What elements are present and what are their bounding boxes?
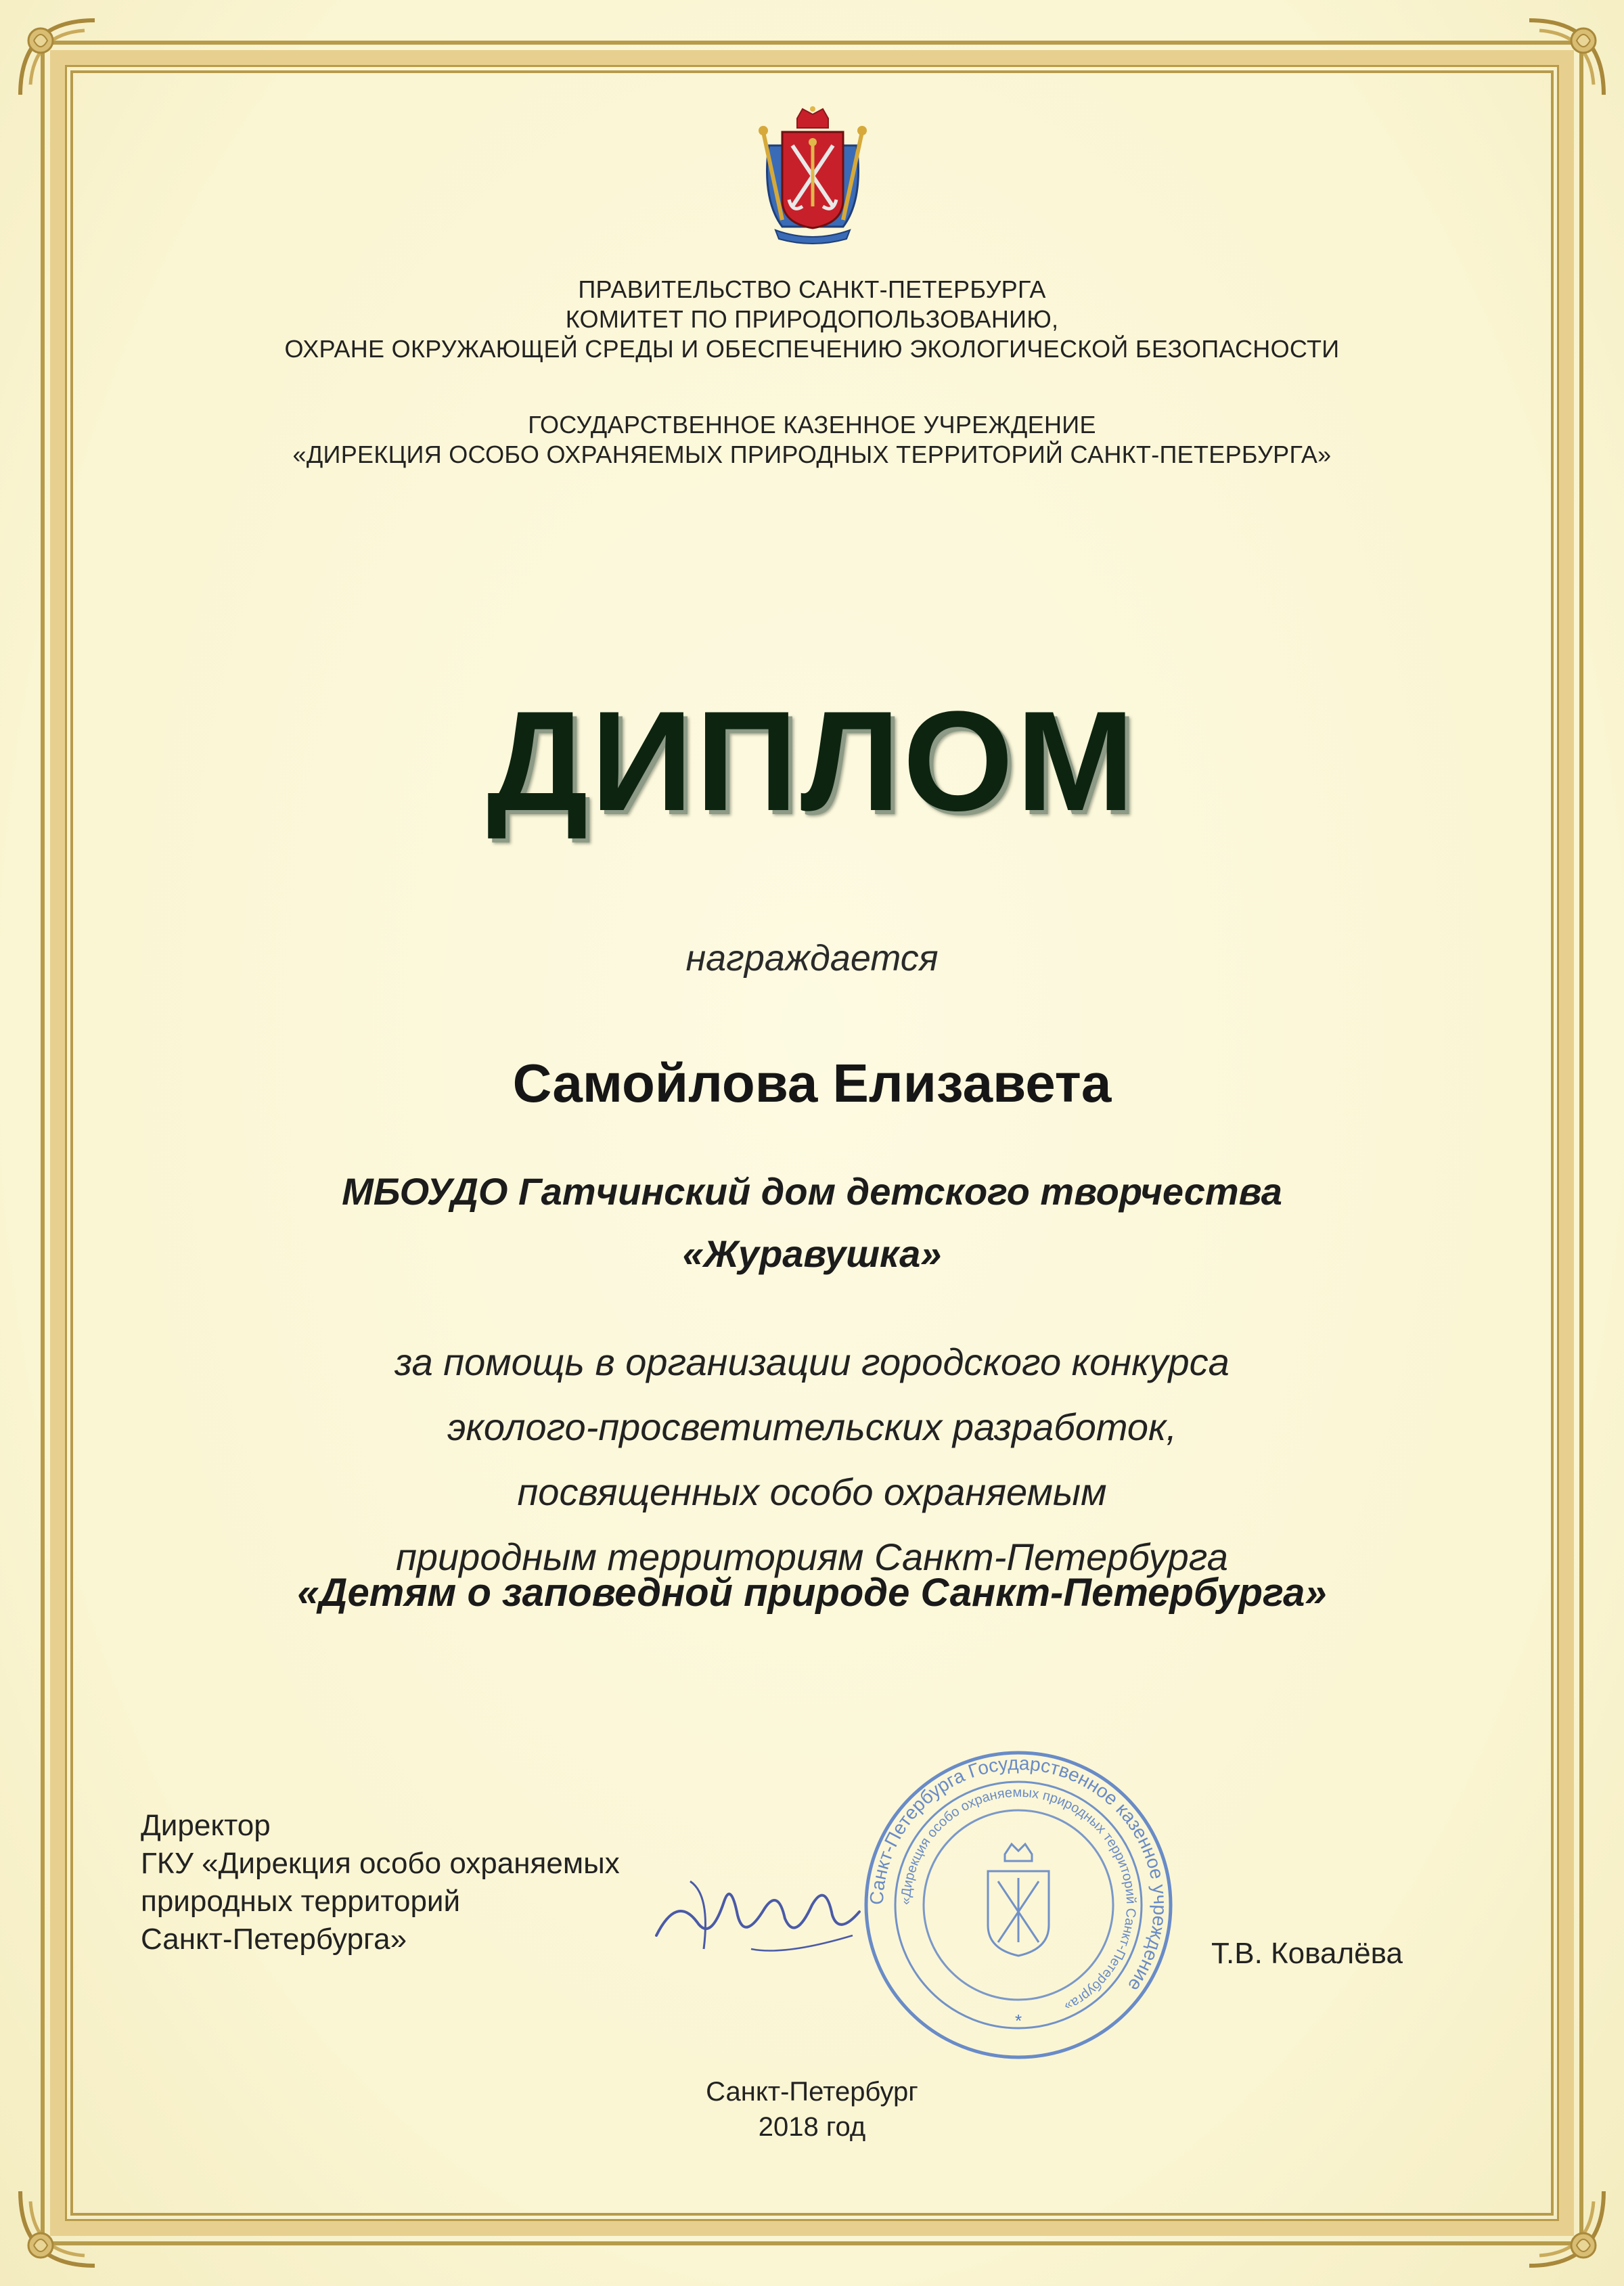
recipient-name: Самойлова Елизавета xyxy=(512,1053,1112,1113)
organization-line-1: МБОУДО Гатчинский дом детского творчества xyxy=(342,1170,1282,1213)
institution-line-2: «ДИРЕКЦИЯ ОСОБО ОХРАНЯЕМЫХ ПРИРОДНЫХ ТЕРРИТОРИЙ САНКТ-ПЕТЕРБУРГА» xyxy=(292,441,1332,468)
issue-city: Санкт-Петербург xyxy=(706,2077,918,2107)
svg-text:*: * xyxy=(1014,2011,1022,2031)
issuer-line-committee: КОМИТЕТ ПО ПРИРОДОПОЛЬЗОВАНИЮ, xyxy=(565,305,1059,333)
contest-name: «Детям о заповедной природе Санкт-Петербурга» xyxy=(297,1571,1327,1615)
handwritten-signature-icon xyxy=(650,1854,866,1969)
diploma-title: ДИПЛОМ xyxy=(487,681,1137,841)
svg-text:«Дирекция особо охраняемых при: «Дирекция особо охраняемых природных территорий Санкт-Петербурга» xyxy=(898,1785,1139,2014)
issuer-line-committee-2: ОХРАНЕ ОКРУЖАЮЩЕЙ СРЕДЫ И ОБЕСПЕЧЕНИЮ ЭКОЛОГИЧЕСКОЙ БЕЗОПАСНОСТИ xyxy=(284,335,1340,363)
award-reason xyxy=(0,1330,1624,1590)
coat-of-arms-icon xyxy=(755,105,870,247)
svg-text:Санкт-Петербурга Государственн: Санкт-Петербурга Государственное казенное учреждение xyxy=(865,1752,1171,1996)
reason-line-3: посвященных особо охраняемым xyxy=(517,1471,1107,1513)
reason-line-4: природным территориям Санкт-Петербурга xyxy=(396,1536,1228,1578)
issue-place-year xyxy=(0,2074,1624,2145)
signatory-line-2: ГКУ «Дирекция особо охраняемых xyxy=(141,1847,620,1880)
issuer-header xyxy=(0,275,1624,364)
corner-ornament-icon xyxy=(1522,14,1610,102)
issue-year: 2018 год xyxy=(758,2112,866,2142)
corner-ornament-icon xyxy=(14,14,102,102)
reason-line-1: за помощь в организации городского конкурса xyxy=(394,1341,1230,1383)
issuer-line-government: ПРАВИТЕЛЬСТВО САНКТ-ПЕТЕРБУРГА xyxy=(578,275,1046,303)
corner-ornament-icon xyxy=(14,2184,102,2272)
institution-line-1: ГОСУДАРСТВЕННОЕ КАЗЕННОЕ УЧРЕЖДЕНИЕ xyxy=(528,411,1096,439)
awarded-label: награждается xyxy=(685,938,939,979)
signatory-line-3: природных территорий xyxy=(141,1885,461,1918)
corner-ornament-icon xyxy=(1522,2184,1610,2272)
organization-line-2: «Журавушка» xyxy=(682,1232,942,1275)
signatory-line-1: Директор xyxy=(141,1809,271,1842)
official-stamp-icon xyxy=(859,1746,1177,2064)
signatory-line-4: Санкт-Петербурга» xyxy=(141,1923,407,1956)
signer-name: Т.В. Ковалёва xyxy=(1211,1937,1403,1970)
reason-line-2: эколого-просветительских разработок, xyxy=(447,1406,1177,1448)
recipient-organization xyxy=(0,1161,1624,1285)
institution-header xyxy=(0,410,1624,470)
